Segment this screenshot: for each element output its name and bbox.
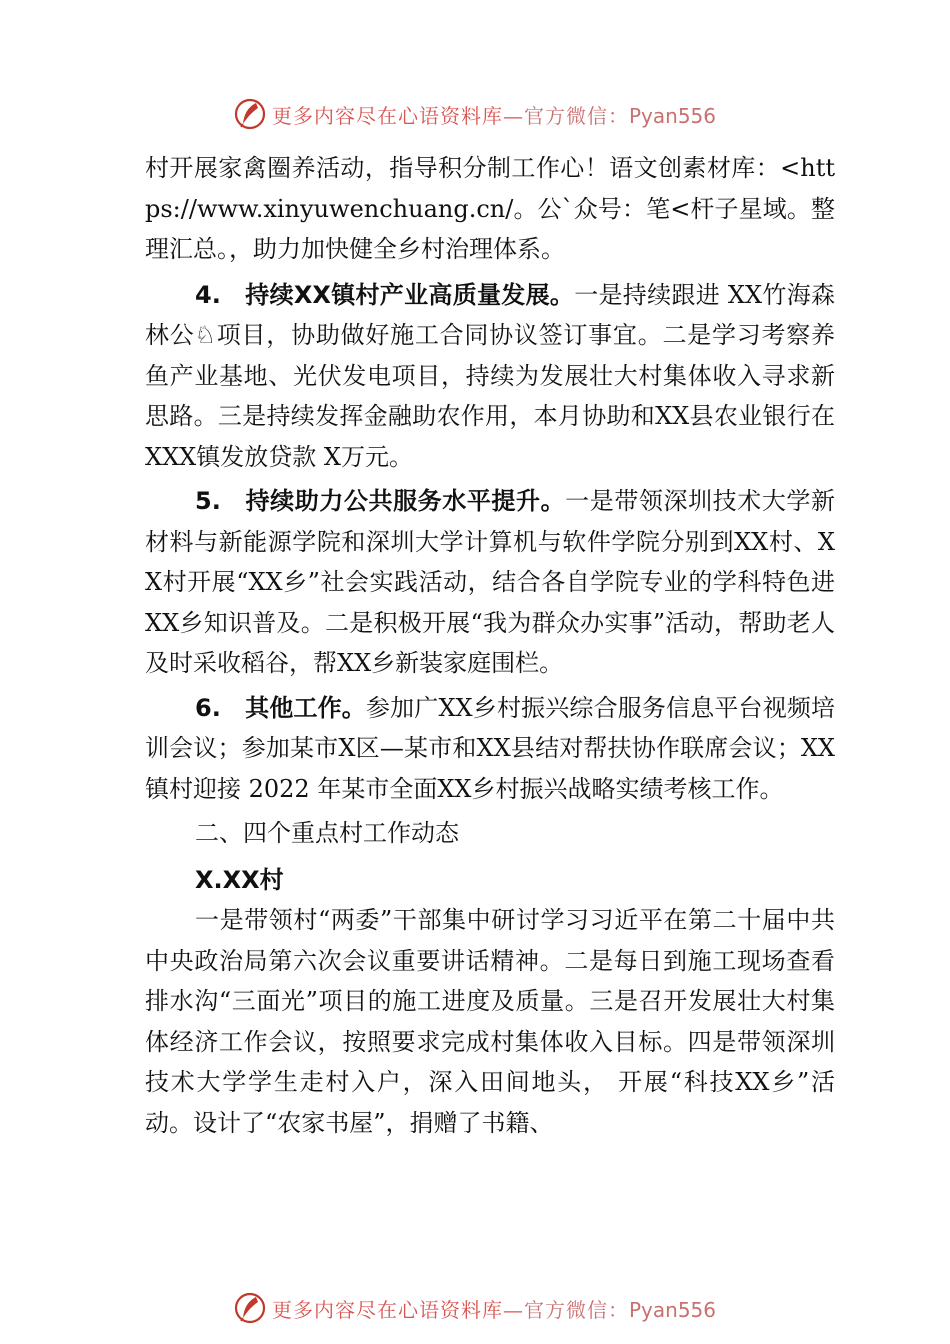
item-number: 6. bbox=[195, 693, 221, 722]
section-title: 二、四个重点村工作动态 bbox=[195, 819, 459, 847]
banner-text bbox=[272, 100, 716, 129]
header-banner bbox=[0, 94, 950, 134]
item-number: 5. bbox=[195, 487, 221, 515]
banner-main-text: 更多内容尽在心语资料库 bbox=[271, 103, 503, 128]
item-text: 一是带领深圳技术大学新材料与新能源学院和深圳大学计算机与软件学院分别到XX村、XX村开展“XX乡”社会实践活动，结合各自学院专业的学科特色进XX乡知识普及。二是积极开展“我为群众办实事”活动，帮助老人及时采收稻谷，帮XX乡新装家庭围栏。 bbox=[145, 487, 836, 677]
item-heading: 持续助力公共服务水平提升。 bbox=[245, 487, 566, 515]
banner-wechat-label: 官方微信： bbox=[523, 1297, 629, 1322]
banner-wechat-id: Pyan556 bbox=[628, 1297, 716, 1322]
intro-paragraph: 村开展家禽圈养活动，指导积分制工作心！语文创素材库：<https://www.xinyuwenchuang.cn/。公`众号：笔<杆子星域。整理汇总。，助力加快健全乡村治理体系。 bbox=[145, 154, 835, 263]
item-heading: 持续XX镇村产业高质量发展。 bbox=[245, 280, 575, 309]
item-paragraph-4 bbox=[145, 275, 835, 478]
village-title: X.XX村 bbox=[195, 865, 284, 894]
item-paragraph-5 bbox=[145, 481, 835, 684]
item-number: 4. bbox=[195, 280, 221, 309]
quill-pen-logo-icon bbox=[234, 98, 266, 130]
banner-dash: — bbox=[502, 1297, 524, 1322]
item-heading: 其他工作。 bbox=[245, 693, 366, 722]
banner-wechat-id: Pyan556 bbox=[628, 103, 716, 128]
quill-pen-logo-icon bbox=[234, 1292, 266, 1324]
item-text: 一是持续跟进 XX竹海森林公♘项目，协助做好施工合同协议签订事宜。二是学习考察养鱼产业基地、光伏发电项目，持续为发展壮大村集体收入寻求新思路。三是持续发挥金融助农作用，本月协助和XX县农业银行在 XXX镇发放贷款 X万元。 bbox=[145, 280, 835, 471]
item-text: 参加广XX乡村振兴综合服务信息平台视频培训会议；参加某市X区—某市和XX县结对帮扶协作联席会议；XX镇村迎接 2022 年某市全面XX乡村振兴战略实绩考核工作。 bbox=[145, 693, 836, 803]
item-paragraph-6 bbox=[145, 688, 835, 810]
banner-text bbox=[272, 1294, 716, 1323]
village-paragraph: 一是带领村“两委”干部集中研讨学习习近平在第二十届中共中央政治局第六次会议重要讲话精神。二是每日到施工现场查看排水沟“三面光”项目的施工进度及质量。三是召开发展壮大村集体经济工作会议，按照要求完成村集体收入目标。四是带领深圳技术大学学生走村入户，深入田间地头， 开展“科技XX乡”活动。设计了“农家书屋”，捐赠了书籍、 bbox=[145, 906, 835, 1137]
footer-banner bbox=[0, 1288, 950, 1328]
document-body bbox=[145, 148, 835, 1143]
banner-dash: — bbox=[502, 103, 524, 128]
banner-main-text: 更多内容尽在心语资料库 bbox=[271, 1297, 503, 1322]
banner-wechat-label: 官方微信： bbox=[523, 103, 629, 128]
